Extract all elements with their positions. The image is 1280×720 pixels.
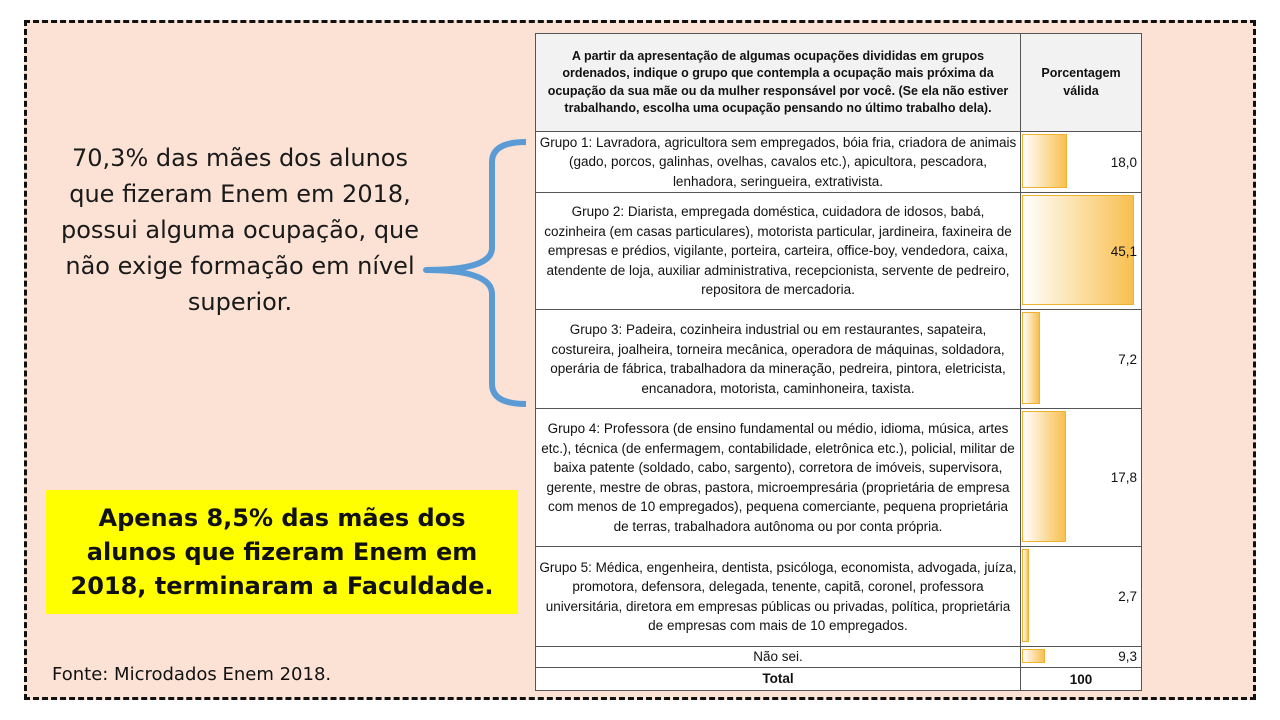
percentage-bar — [1022, 312, 1040, 404]
percentage-bar — [1022, 411, 1066, 542]
occupation-group-label: Grupo 1: Lavradora, agricultora sem empregados, bóia fria, criadora de animais (gado, porcos, galinhas, ovelhas, cavalos etc.), apicultora, pescadora, lenhadora, seringueira, extrativista. — [536, 132, 1021, 193]
occupation-group-label: Não sei. — [536, 647, 1021, 668]
total-row — [536, 668, 1142, 691]
percentage-header: Porcentagem válida — [1021, 34, 1142, 132]
percentage-cell — [1021, 132, 1142, 193]
percentage-cell — [1021, 647, 1142, 668]
percentage-cell — [1021, 409, 1142, 547]
table-row — [536, 547, 1142, 647]
table-row — [536, 647, 1142, 668]
occupation-group-label: Grupo 2: Diarista, empregada doméstica, cuidadora de idosos, babá, cozinheira (em casas particulares), motorista particular, jardineira, faxineira de empresas e prédios, vigilante, porteira, carteira, office-boy, vendedora, caixa, atendente de loja, auxiliar administrativa, recepcionista, servente de pedreiro, repositora de mercadoria. — [536, 193, 1021, 310]
total-value: 100 — [1021, 668, 1142, 691]
mothers-occupation-summary: 70,3% das mães dos alunos que fizeram Enem em 2018, possui alguma ocupação, que não exige formação em nível superior. — [60, 144, 420, 316]
table-header-row — [536, 34, 1142, 132]
percentage-bar — [1022, 649, 1045, 663]
question-header: A partir da apresentação de algumas ocupações divididas em grupos ordenados, indique o grupo que contempla a ocupação mais próxima da ocupação da sua mãe ou da mulher responsável por você. (Se ela não estiver trabalhando, escolha uma ocupação pensando no último trabalho dela). — [536, 34, 1021, 132]
percentage-value: 9,3 — [1118, 649, 1137, 664]
occupation-group-label: Grupo 3: Padeira, cozinheira industrial ou em restaurantes, sapateira, costureira, joalheira, torneira mecânica, operadora de máquinas, soldadora, operária de fábrica, trabalhadora da mineração, pedreira, pintora, eletricista, encanadora, motorista, caminhoneira, taxista. — [536, 310, 1021, 409]
curly-brace-icon — [420, 138, 530, 410]
occupation-group-label: Grupo 5: Médica, engenheira, dentista, psicóloga, economista, advogada, juíza, promotora, defensora, delegada, tenente, capitã, coronel, professora universitária, diretora em empresas públicas ou privadas, política, proprietária de empresas com mais de 10 empregados. — [536, 547, 1021, 647]
percentage-bar — [1022, 549, 1029, 642]
percentage-value: 18,0 — [1110, 154, 1137, 170]
percentage-value: 17,8 — [1110, 470, 1137, 485]
source-note: Fonte: Microdados Enem 2018. — [52, 664, 332, 685]
occupation-table — [535, 33, 1142, 691]
table-row — [536, 132, 1142, 193]
table-row — [536, 409, 1142, 547]
table-row — [536, 310, 1142, 409]
table-row — [536, 193, 1142, 310]
percentage-cell — [1021, 547, 1142, 647]
occupation-group-label: Grupo 4: Professora (de ensino fundamental ou médio, idioma, música, artes etc.), técnica (de enfermagem, contabilidade, eletrônica etc.), policial, militar de baixa patente (soldado, cabo, sargento), corretora de imóveis, supervisora, gerente, mestre de obras, pastora, microempresária (proprietária de empresa com menos de 10 empregados), pequena comerciante, pequena proprietária de terras, trabalhadora autônoma ou por conta própria. — [536, 409, 1021, 547]
total-label: Total — [536, 668, 1021, 691]
percentage-bar — [1022, 134, 1067, 188]
percentage-cell — [1021, 193, 1142, 310]
highlight-callout: Apenas 8,5% das mães dos alunos que fizeram Enem em 2018, terminaram a Faculdade. — [46, 490, 518, 614]
percentage-value: 7,2 — [1118, 351, 1137, 367]
percentage-value: 2,7 — [1118, 589, 1137, 604]
percentage-value: 45,1 — [1110, 243, 1137, 259]
percentage-cell — [1021, 310, 1142, 409]
